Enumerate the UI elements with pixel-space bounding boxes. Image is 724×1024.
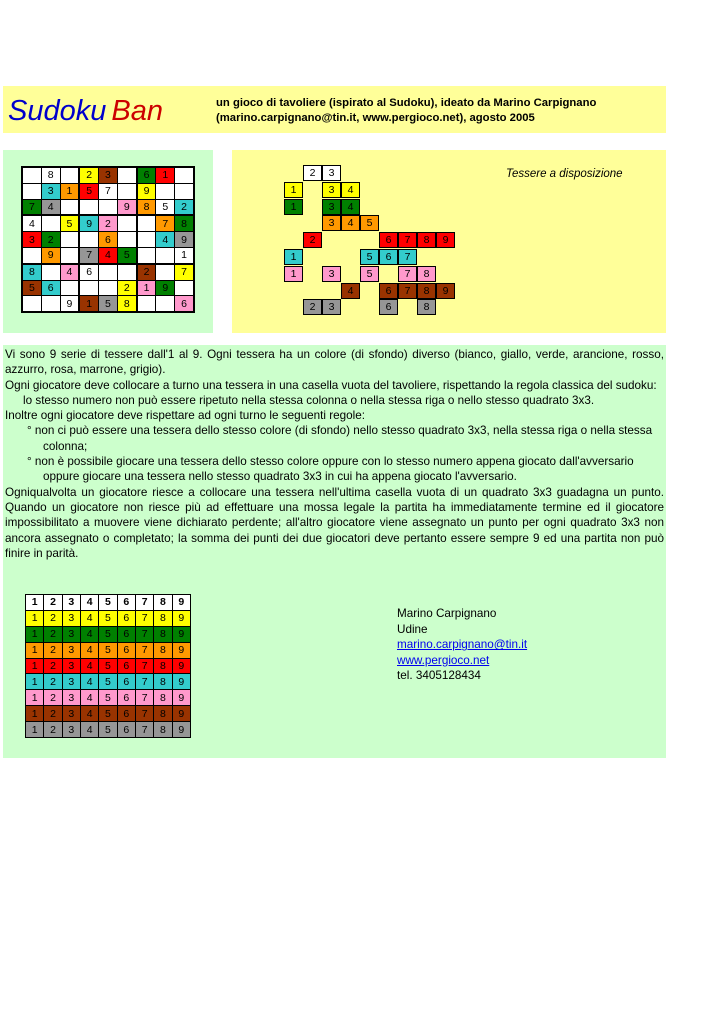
board-cell[interactable] xyxy=(60,167,79,183)
legend-cell: 6 xyxy=(117,658,135,674)
tile[interactable]: 4 xyxy=(341,283,360,299)
board-cell[interactable]: 9 xyxy=(41,247,60,263)
board-cell[interactable]: 7 xyxy=(175,264,194,280)
board-row xyxy=(22,247,194,263)
board-cell[interactable]: 3 xyxy=(99,167,118,183)
board-cell[interactable]: 5 xyxy=(99,296,118,312)
board-cell[interactable]: 1 xyxy=(175,247,194,263)
legend-cell: 9 xyxy=(172,626,190,642)
title-word-ban: Ban xyxy=(111,95,163,127)
tile[interactable]: 9 xyxy=(436,232,455,248)
rules-paragraph: Ogni giocatore deve collocare a turno una tessera in una casella vuota del tavoliere, rispettando la regola classica del sudoku: xyxy=(5,378,657,392)
tile[interactable]: 1 xyxy=(284,266,303,282)
legend-cell: 2 xyxy=(44,626,62,642)
legend-cell: 1 xyxy=(26,706,44,722)
legend-cell: 8 xyxy=(154,595,172,611)
rules-bullet: ° non ci può essere una tessera dello stesso colore (di sfondo) nello stesso quadrato 3x3, nella stessa riga o nella stessa colonna; xyxy=(27,424,653,453)
board-cell[interactable]: 1 xyxy=(156,167,175,183)
board-row xyxy=(22,296,194,312)
legend-cell: 9 xyxy=(172,674,190,690)
board-cell[interactable]: 2 xyxy=(175,199,194,215)
legend-cell: 5 xyxy=(99,690,117,706)
legend-cell: 9 xyxy=(172,722,190,738)
legend-cell: 5 xyxy=(99,626,117,642)
legend-cell: 2 xyxy=(44,642,62,658)
tile[interactable]: 2 xyxy=(303,299,322,315)
rules-paragraph: Inoltre ogni giocatore deve rispettare ad ogni turno le seguenti regole: xyxy=(5,409,365,423)
page-title xyxy=(8,94,163,128)
tile[interactable]: 4 xyxy=(341,199,360,215)
legend-cell: 1 xyxy=(26,626,44,642)
board-cell[interactable]: 7 xyxy=(156,215,175,231)
board-cell[interactable] xyxy=(175,280,194,296)
board-cell[interactable] xyxy=(22,296,41,312)
board-cell[interactable]: 6 xyxy=(175,296,194,312)
board-cell[interactable]: 1 xyxy=(60,183,79,199)
board-cell[interactable] xyxy=(60,247,79,263)
board-row xyxy=(22,232,194,248)
legend-cell: 5 xyxy=(99,674,117,690)
legend-cell: 9 xyxy=(172,610,190,626)
board-cell[interactable]: 6 xyxy=(79,264,98,280)
legend-cell: 3 xyxy=(62,610,80,626)
color-legend xyxy=(25,594,191,738)
legend-cell: 2 xyxy=(44,674,62,690)
board-row xyxy=(22,280,194,296)
legend-row xyxy=(26,674,191,690)
board-cell[interactable]: 1 xyxy=(79,296,98,312)
board-row xyxy=(22,167,194,183)
board-cell[interactable]: 2 xyxy=(79,167,98,183)
board-cell[interactable]: 4 xyxy=(156,232,175,248)
legend-cell: 2 xyxy=(44,706,62,722)
legend-cell: 2 xyxy=(44,610,62,626)
board-cell[interactable] xyxy=(175,183,194,199)
legend-cell: 4 xyxy=(80,706,98,722)
board-cell[interactable]: 4 xyxy=(60,264,79,280)
board-cell[interactable] xyxy=(99,264,118,280)
rules-paragraph: Vi sono 9 serie di tessere dall'1 al 9. Ogni tessera ha un colore (di sfondo) diverso (bianco, giallo, verde, arancione, rosso, azzurro, rosa, marrone, grigio). xyxy=(5,348,664,377)
board-cell[interactable]: 8 xyxy=(175,215,194,231)
legend-row xyxy=(26,595,191,611)
tile[interactable]: 5 xyxy=(360,249,379,265)
tile[interactable]: 6 xyxy=(379,232,398,248)
legend-cell: 7 xyxy=(135,610,153,626)
contact-phone: tel. 3405128434 xyxy=(397,669,481,683)
board-cell[interactable] xyxy=(175,167,194,183)
board-cell[interactable]: 2 xyxy=(99,215,118,231)
board-cell[interactable] xyxy=(117,167,136,183)
tile[interactable]: 7 xyxy=(398,283,417,299)
board-cell[interactable]: 1 xyxy=(137,280,156,296)
rules-text xyxy=(5,347,664,561)
legend-cell: 5 xyxy=(99,595,117,611)
tile[interactable]: 2 xyxy=(303,232,322,248)
legend-cell: 6 xyxy=(117,626,135,642)
legend-cell: 1 xyxy=(26,610,44,626)
board-cell[interactable]: 9 xyxy=(79,215,98,231)
board-cell[interactable]: 8 xyxy=(137,199,156,215)
board-row xyxy=(22,264,194,280)
board-cell[interactable] xyxy=(156,264,175,280)
legend-cell: 1 xyxy=(26,595,44,611)
board-row xyxy=(22,183,194,199)
legend-cell: 1 xyxy=(26,722,44,738)
board-cell[interactable] xyxy=(117,183,136,199)
legend-row xyxy=(26,626,191,642)
legend-cell: 6 xyxy=(117,690,135,706)
tile[interactable]: 5 xyxy=(360,266,379,282)
board-cell[interactable]: 8 xyxy=(22,264,41,280)
board-cell[interactable]: 6 xyxy=(99,232,118,248)
tile[interactable]: 8 xyxy=(417,232,436,248)
legend-cell: 1 xyxy=(26,674,44,690)
board-cell[interactable] xyxy=(99,280,118,296)
legend-cell: 7 xyxy=(135,674,153,690)
board-cell[interactable]: 2 xyxy=(117,280,136,296)
board-cell[interactable] xyxy=(60,232,79,248)
legend-cell: 5 xyxy=(99,642,117,658)
tile[interactable]: 8 xyxy=(417,299,436,315)
contact-city: Udine xyxy=(397,622,428,636)
board-cell[interactable]: 2 xyxy=(41,232,60,248)
tile[interactable]: 1 xyxy=(284,249,303,265)
board-cell[interactable]: 5 xyxy=(60,215,79,231)
legend-cell: 4 xyxy=(80,626,98,642)
tile[interactable]: 9 xyxy=(436,283,455,299)
board-cell[interactable] xyxy=(79,232,98,248)
legend-cell: 3 xyxy=(62,595,80,611)
legend-cell: 8 xyxy=(154,706,172,722)
legend-row xyxy=(26,658,191,674)
rules-paragraph: Ogniqualvolta un giocatore riesce a collocare una tessera nell'ultima casella vuota di un quadrato 3x3 guadagna un punto. Quando un giocatore non riesce più ad effettuare una mossa legale la partita ha immediatamente termine ed il giocatore impossibilitato a muovere viene dichiarato perdente; all'altro giocatore viene assegnato un punto per ogni quadrato 3x3 non ancora assegnato o completato; la somma dei punti dei due giocatori deve pertanto essere sempre 9 ed una partita non può finire in parità. xyxy=(5,485,664,560)
board-cell[interactable] xyxy=(117,215,136,231)
legend-row xyxy=(26,722,191,738)
board-cell[interactable] xyxy=(117,232,136,248)
board-cell[interactable] xyxy=(41,296,60,312)
legend-cell: 8 xyxy=(154,642,172,658)
legend-cell: 8 xyxy=(154,610,172,626)
board-cell[interactable] xyxy=(22,247,41,263)
board-cell[interactable]: 6 xyxy=(137,167,156,183)
legend-cell: 7 xyxy=(135,722,153,738)
legend-cell: 3 xyxy=(62,626,80,642)
tile[interactable]: 3 xyxy=(322,182,341,198)
tile[interactable]: 1 xyxy=(284,199,303,215)
board-cell[interactable]: 9 xyxy=(137,183,156,199)
board-cell[interactable]: 8 xyxy=(117,296,136,312)
board-cell[interactable]: 6 xyxy=(41,280,60,296)
board-cell[interactable] xyxy=(60,280,79,296)
legend-row xyxy=(26,690,191,706)
board-cell[interactable]: 5 xyxy=(22,280,41,296)
board-row xyxy=(22,215,194,231)
board-cell[interactable]: 2 xyxy=(137,264,156,280)
legend-cell: 2 xyxy=(44,658,62,674)
board-row xyxy=(22,199,194,215)
legend-cell: 7 xyxy=(135,595,153,611)
board-cell[interactable]: 9 xyxy=(156,280,175,296)
legend-cell: 6 xyxy=(117,674,135,690)
board-cell[interactable]: 8 xyxy=(41,167,60,183)
board-cell[interactable]: 4 xyxy=(22,215,41,231)
tile[interactable]: 8 xyxy=(417,266,436,282)
board-cell[interactable]: 4 xyxy=(99,247,118,263)
legend-cell: 6 xyxy=(117,610,135,626)
board-cell[interactable]: 9 xyxy=(175,232,194,248)
board-cell[interactable] xyxy=(41,215,60,231)
board-cell[interactable] xyxy=(79,199,98,215)
board-cell[interactable] xyxy=(137,296,156,312)
tile[interactable]: 2 xyxy=(303,165,322,181)
subtitle xyxy=(216,96,596,126)
legend-cell: 1 xyxy=(26,642,44,658)
rules-bullet: ° non è possibile giocare una tessera dello stesso colore oppure con lo stesso numero appena giocato dall'avversario oppure giocare una tessera nello stesso quadrato 3x3 in cui ha appena giocato l'avversario. xyxy=(27,455,634,484)
tiles-title: Tessere a disposizione xyxy=(506,168,623,180)
board-cell[interactable]: 9 xyxy=(60,296,79,312)
tile[interactable]: 6 xyxy=(379,299,398,315)
legend-cell: 8 xyxy=(154,674,172,690)
legend-row xyxy=(26,642,191,658)
tile[interactable]: 6 xyxy=(379,249,398,265)
legend-cell: 4 xyxy=(80,610,98,626)
board-cell[interactable] xyxy=(99,199,118,215)
tile[interactable]: 4 xyxy=(341,182,360,198)
legend-cell: 7 xyxy=(135,626,153,642)
tile[interactable]: 7 xyxy=(398,232,417,248)
rules-paragraph: lo stesso numero non può essere ripetuto nella stessa colonna o nella stessa riga o nello stesso quadrato 3x3. xyxy=(23,393,595,407)
legend-cell: 7 xyxy=(135,706,153,722)
board-cell[interactable] xyxy=(156,247,175,263)
contact-email-link[interactable]: marino.carpignano@tin.it xyxy=(397,638,528,652)
legend-cell: 5 xyxy=(99,722,117,738)
legend-cell: 6 xyxy=(117,642,135,658)
tile[interactable]: 3 xyxy=(322,165,341,181)
legend-cell: 4 xyxy=(80,674,98,690)
legend-cell: 5 xyxy=(99,706,117,722)
legend-cell: 9 xyxy=(172,642,190,658)
legend-cell: 9 xyxy=(172,658,190,674)
legend-cell: 8 xyxy=(154,690,172,706)
board-cell[interactable]: 5 xyxy=(156,199,175,215)
board-cell[interactable] xyxy=(156,296,175,312)
board-cell[interactable] xyxy=(117,264,136,280)
legend-cell: 3 xyxy=(62,674,80,690)
legend-cell: 3 xyxy=(62,722,80,738)
board-cell[interactable] xyxy=(137,247,156,263)
board-cell[interactable] xyxy=(137,215,156,231)
legend-cell: 9 xyxy=(172,690,190,706)
legend-cell: 5 xyxy=(99,610,117,626)
tile[interactable]: 8 xyxy=(417,283,436,299)
board-cell[interactable] xyxy=(156,183,175,199)
contact-name: Marino Carpignano xyxy=(397,607,497,620)
board-cell[interactable]: 7 xyxy=(99,183,118,199)
board-cell[interactable]: 7 xyxy=(22,199,41,215)
board-cell[interactable]: 9 xyxy=(117,199,136,215)
legend-cell: 2 xyxy=(44,690,62,706)
contact-website-link[interactable]: www.pergioco.net xyxy=(397,653,490,667)
legend-cell: 3 xyxy=(62,642,80,658)
tile[interactable]: 3 xyxy=(322,299,341,315)
legend-cell: 3 xyxy=(62,706,80,722)
legend-cell: 8 xyxy=(154,626,172,642)
board-cell[interactable]: 5 xyxy=(117,247,136,263)
tile[interactable]: 3 xyxy=(322,215,341,231)
legend-cell: 9 xyxy=(172,706,190,722)
legend-cell: 8 xyxy=(154,658,172,674)
legend-cell: 1 xyxy=(26,658,44,674)
legend-cell: 4 xyxy=(80,690,98,706)
legend-cell: 5 xyxy=(99,658,117,674)
board-cell[interactable]: 7 xyxy=(79,247,98,263)
legend-cell: 1 xyxy=(26,690,44,706)
legend-row xyxy=(26,610,191,626)
legend-cell: 2 xyxy=(44,722,62,738)
legend-cell: 4 xyxy=(80,642,98,658)
board-cell[interactable] xyxy=(22,183,41,199)
legend-cell: 8 xyxy=(154,722,172,738)
legend-cell: 6 xyxy=(117,595,135,611)
legend-cell: 9 xyxy=(172,595,190,611)
legend-cell: 7 xyxy=(135,690,153,706)
tile[interactable]: 7 xyxy=(398,249,417,265)
contact-info xyxy=(397,606,527,684)
legend-cell: 3 xyxy=(62,658,80,674)
board-cell[interactable] xyxy=(79,280,98,296)
board-cell[interactable]: 5 xyxy=(79,183,98,199)
legend-cell: 4 xyxy=(80,595,98,611)
legend-cell: 3 xyxy=(62,690,80,706)
board-cell[interactable] xyxy=(41,264,60,280)
tile[interactable]: 6 xyxy=(379,283,398,299)
tile[interactable]: 1 xyxy=(284,182,303,198)
sudoku-board xyxy=(21,166,195,313)
legend-cell: 6 xyxy=(117,722,135,738)
legend-cell: 6 xyxy=(117,706,135,722)
subtitle-line-1: un gioco di tavoliere (ispirato al Sudoku), ideato da Marino Carpignano xyxy=(216,97,597,109)
legend-cell: 7 xyxy=(135,642,153,658)
board-cell[interactable]: 4 xyxy=(41,199,60,215)
board-cell[interactable] xyxy=(60,199,79,215)
tile[interactable]: 3 xyxy=(322,199,341,215)
board-cell[interactable] xyxy=(22,167,41,183)
tile[interactable]: 7 xyxy=(398,266,417,282)
board-cell[interactable] xyxy=(137,232,156,248)
legend-cell: 2 xyxy=(44,595,62,611)
legend-cell: 4 xyxy=(80,658,98,674)
board-cell[interactable]: 3 xyxy=(41,183,60,199)
title-word-sudoku: Sudoku xyxy=(8,95,107,127)
tile[interactable]: 3 xyxy=(322,266,341,282)
subtitle-line-2: (marino.carpignano@tin.it, www.pergioco.net), agosto 2005 xyxy=(216,112,535,124)
board-cell[interactable]: 3 xyxy=(22,232,41,248)
legend-cell: 4 xyxy=(80,722,98,738)
tile[interactable]: 5 xyxy=(360,215,379,231)
tile[interactable]: 4 xyxy=(341,215,360,231)
legend-cell: 7 xyxy=(135,658,153,674)
legend-row xyxy=(26,706,191,722)
